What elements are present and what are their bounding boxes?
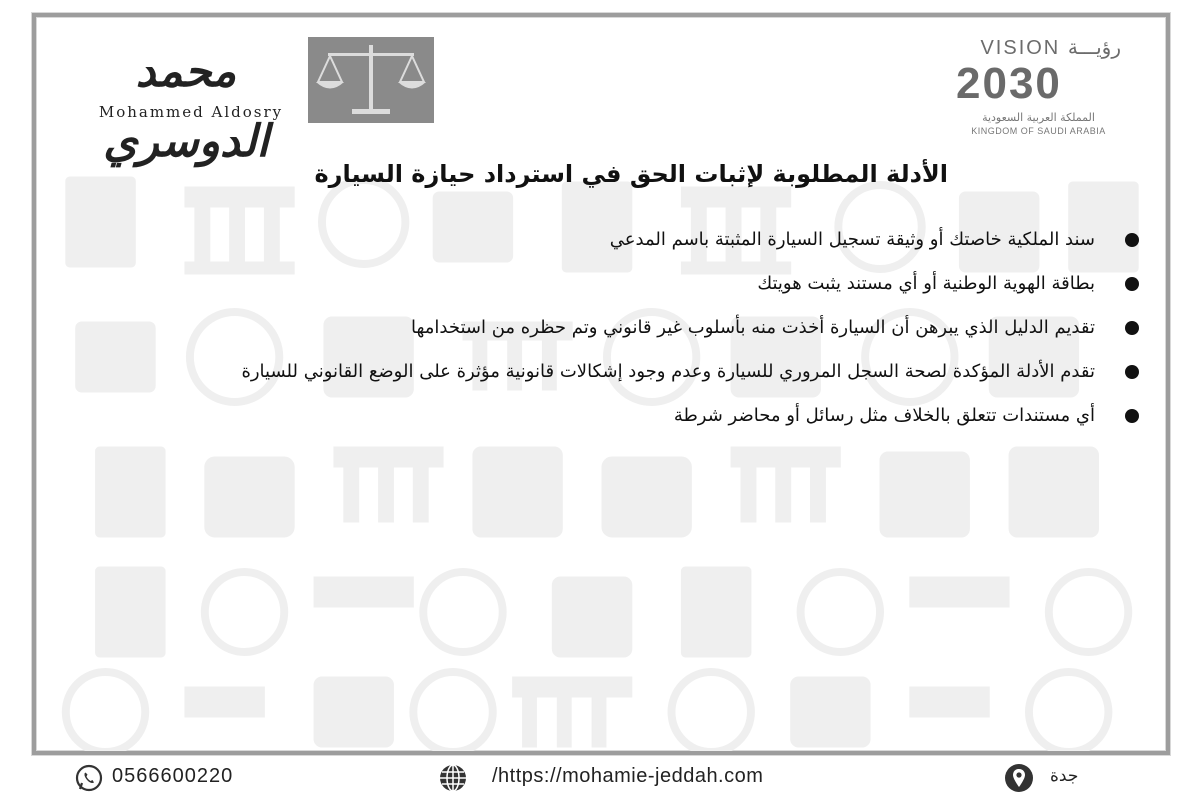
list-item-text: أي مستندات تتعلق بالخلاف مثل رسائل أو محاضر شرطة xyxy=(673,405,1095,426)
vision-english-country: KINGDOM OF SAUDI ARABIA xyxy=(971,126,1106,136)
bullet-icon xyxy=(1125,277,1139,291)
evidence-list xyxy=(55,218,1145,438)
list-item xyxy=(55,394,1145,438)
vision-arabic-country: المملكة العربية السعودية xyxy=(982,111,1095,124)
scales-of-justice-icon xyxy=(308,37,434,123)
phone-number[interactable]: 0566600220 xyxy=(112,765,234,787)
city-label: جدة xyxy=(1050,766,1079,786)
brand-english-name: Mohammed Aldosry xyxy=(98,103,284,121)
list-item xyxy=(55,306,1145,350)
brand-arabic-name: محمد الدوسري xyxy=(103,46,269,167)
list-item xyxy=(55,218,1145,262)
list-item-text: تقديم الدليل الذي يبرهن أن السيارة أخذت منه بأسلوب غير قانوني وتم حظره من استخدامها xyxy=(410,317,1095,338)
vision-year: 2030 xyxy=(956,59,1062,108)
list-item-text: تقدم الأدلة المؤكدة لصحة السجل المروري للسيارة وعدم وجود إشكالات قانونية مؤثرة على الوضع القانوني للسيارة xyxy=(241,361,1095,382)
bullet-icon xyxy=(1125,409,1139,423)
list-item-text: بطاقة الهوية الوطنية أو أي مستند يثبت هويتك xyxy=(757,273,1095,294)
whatsapp-icon[interactable] xyxy=(74,763,104,793)
page-title-text: الأدلة المطلوبة لإثبات الحق في استرداد حيازة السيارة xyxy=(314,160,948,188)
list-item xyxy=(55,262,1145,306)
vision-2030-logo xyxy=(946,29,1126,139)
bullet-icon xyxy=(1125,233,1139,247)
bullet-icon xyxy=(1125,365,1139,379)
page-title xyxy=(0,160,1160,188)
website-link[interactable]: /https://mohamie-jeddah.com xyxy=(492,765,764,787)
brand-logo xyxy=(76,37,446,167)
vision-label: VISION رؤيـــة xyxy=(980,37,1121,59)
location-pin-icon xyxy=(1004,763,1034,793)
bullet-icon xyxy=(1125,321,1139,335)
footer xyxy=(0,760,1200,800)
list-item-text: سند الملكية خاصتك أو وثيقة تسجيل السيارة المثبتة باسم المدعي xyxy=(609,229,1095,250)
list-item xyxy=(55,350,1145,394)
globe-icon xyxy=(438,763,468,793)
